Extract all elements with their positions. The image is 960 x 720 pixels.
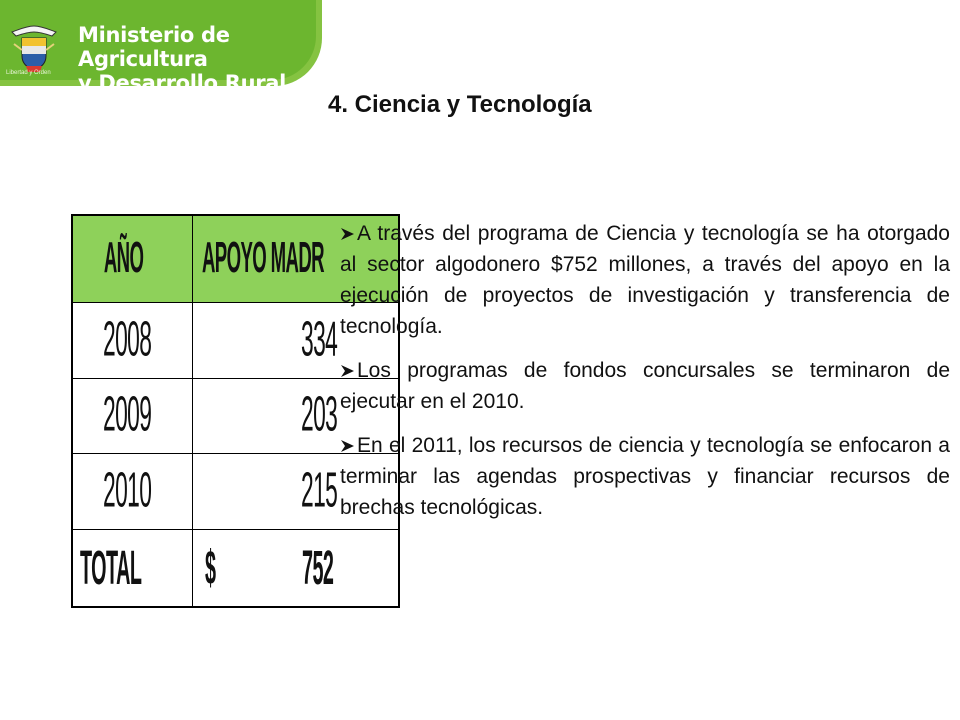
ministry-name: [78, 23, 316, 95]
list-item: [340, 355, 950, 417]
year-value: 2010: [103, 463, 152, 519]
bullet-list: [340, 218, 950, 536]
year-cell: [72, 303, 192, 379]
table-total-row: [72, 530, 399, 608]
arrow-bullet-icon: [340, 364, 355, 378]
total-label: TOTAL: [80, 539, 142, 595]
year-cell: [72, 454, 192, 530]
year-value: 2008: [103, 312, 152, 367]
ministry-name-line1: Ministerio de Agricultura: [78, 23, 230, 71]
bullet-text: Los programas de fondos concursales se terminaron de ejecutar en el 2010.: [340, 359, 950, 413]
list-item: [340, 430, 950, 523]
header-apoyo-label: APOYO MADR: [201, 234, 324, 283]
ministry-name-line2: y Desarrollo Rural: [78, 71, 287, 95]
arrow-bullet-icon: [340, 227, 355, 241]
header-year: [72, 215, 192, 303]
page-title: 4. Ciencia y Tecnología: [328, 91, 592, 118]
bullet-text: En el 2011, los recursos de ciencia y tecnología se enfocaron a terminar las agendas prospectivas y financiar recursos de brechas tecnológicas.: [340, 434, 950, 519]
amount-value: 334: [300, 312, 337, 367]
year-value: 2009: [103, 388, 152, 443]
year-cell: [72, 378, 192, 454]
ministry-banner: [0, 0, 322, 95]
header-year-label: AÑO: [103, 234, 144, 283]
amount-value: 215: [300, 463, 337, 519]
total-currency: $: [204, 539, 216, 595]
bullet-text: A través del programa de Ciencia y tecnología se ha otorgado al sector algodonero $752 millones, a través del apoyo en la ejecución de proyectos de investigación y transferencia de tecnología.: [340, 222, 950, 338]
amount-value: 203: [300, 388, 337, 443]
total-value-cell: [192, 530, 399, 608]
list-item: [340, 218, 950, 342]
arrow-bullet-icon: [340, 439, 355, 453]
total-value-group: [193, 539, 399, 595]
motto-text: Libertad y Orden: [6, 70, 51, 76]
ministry-banner-inner: [0, 0, 316, 95]
total-label-cell: [72, 530, 192, 608]
total-amount: 752: [301, 539, 334, 595]
